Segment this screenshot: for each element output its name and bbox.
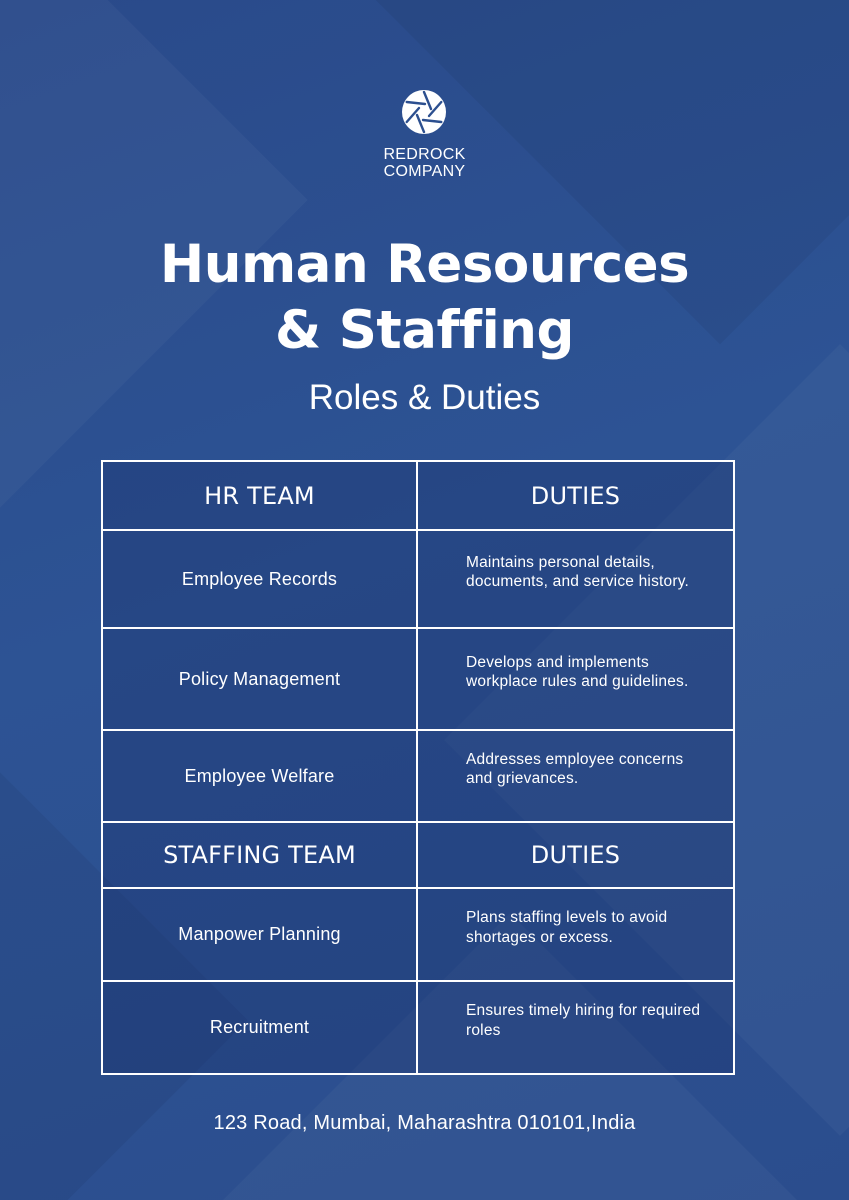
company-name	[0, 146, 849, 180]
company-name-line1: REDROCK	[383, 146, 466, 163]
aperture-icon	[401, 89, 447, 135]
table-row	[102, 730, 734, 822]
company-address: 123 Road, Mumbai, Maharashtra 010101,India	[213, 1112, 636, 1134]
page-title-line2: & Staffing	[275, 300, 574, 361]
role-cell: Employee Welfare	[102, 730, 417, 822]
role-cell: Recruitment	[102, 981, 417, 1074]
header-duties: DUTIES	[417, 822, 734, 888]
role-cell: Manpower Planning	[102, 888, 417, 981]
duty-text: Develops and implements workplace rules and guidelines.	[466, 653, 689, 690]
roles-duties-table	[101, 460, 735, 1075]
duty-cell	[417, 730, 734, 822]
table-row	[102, 981, 734, 1074]
duty-text: Maintains personal details, documents, and service history.	[466, 553, 690, 590]
company-name-line2: COMPANY	[383, 163, 466, 180]
role-cell: Policy Management	[102, 628, 417, 730]
table-row	[102, 530, 734, 628]
duty-text: Addresses employee concerns and grievances.	[466, 750, 684, 787]
duty-text: Plans staffing levels to avoid shortages or excess.	[466, 909, 668, 946]
page-subtitle: Roles & Duties	[308, 378, 541, 417]
duty-text: Ensures timely hiring for required roles	[466, 1002, 701, 1039]
header-staffing-team: STAFFING TEAM	[102, 822, 417, 888]
page-title-line1: Human Resources	[159, 234, 690, 295]
duty-cell	[417, 628, 734, 730]
duty-cell	[417, 530, 734, 628]
page-title	[0, 232, 849, 364]
table-header-row	[102, 822, 734, 888]
table-row	[102, 888, 734, 981]
header-hr-team: HR TEAM	[102, 461, 417, 530]
header-duties: DUTIES	[417, 461, 734, 530]
duty-cell	[417, 888, 734, 981]
table-header-row	[102, 461, 734, 530]
table-row	[102, 628, 734, 730]
duty-cell	[417, 981, 734, 1074]
role-cell: Employee Records	[102, 530, 417, 628]
